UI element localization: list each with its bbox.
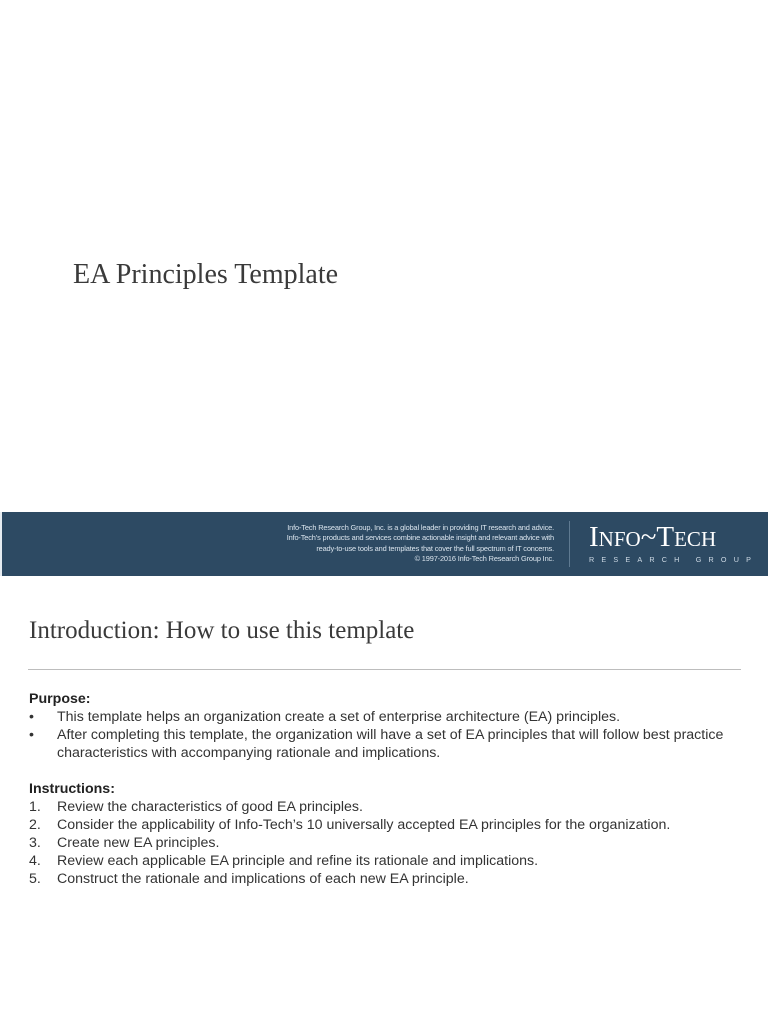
purpose-item-text: After completing this template, the organization will have a set of EA principles that will follow best practice characteristics with accompanying rationale and implications. [57, 727, 724, 761]
instruction-text: Review the characteristics of good EA principles. [57, 799, 363, 815]
logo-info: INFO [589, 521, 641, 553]
logo-tilde: ~ [640, 521, 657, 553]
instruction-item [29, 798, 729, 816]
instruction-number: 1. [29, 799, 41, 815]
intro-title: Introduction: How to use this template [29, 617, 415, 644]
banner-line-3: ready-to-use tools and templates that cover the full spectrum of IT concerns. [316, 543, 554, 553]
info-tech-banner [0, 512, 768, 576]
logo-wordmark [589, 521, 758, 555]
purpose-item-text: This template helps an organization create a set of enterprise architecture (EA) principles. [57, 709, 621, 725]
title-divider [28, 669, 741, 670]
banner-line-2: Info-Tech’s products and services combine actionable insight and relevant advice with [286, 533, 554, 543]
banner-copyright: © 1997-2016 Info-Tech Research Group Inc. [414, 554, 554, 564]
logo-subtitle: RESEARCH GROUP [589, 555, 759, 564]
purpose-item [29, 726, 729, 762]
instruction-text: Construct the rationale and implications of each new EA principle. [57, 871, 469, 887]
purpose-list [29, 708, 729, 762]
bullet-icon: • [29, 709, 34, 725]
instruction-item [29, 852, 729, 870]
instruction-number: 5. [29, 871, 41, 887]
instruction-item [29, 870, 729, 888]
instruction-item [29, 816, 729, 834]
banner-accent-line [0, 512, 2, 576]
purpose-item [29, 708, 729, 726]
instruction-number: 4. [29, 853, 41, 869]
bullet-icon: • [29, 727, 34, 743]
banner-divider [569, 521, 570, 567]
banner-description [287, 523, 554, 565]
purpose-heading: Purpose: [29, 691, 91, 707]
logo-tech: TECH [656, 521, 717, 553]
instruction-text: Create new EA principles. [57, 835, 220, 851]
instruction-text: Consider the applicability of Info-Tech’s 10 universally accepted EA principles for the organization. [57, 817, 671, 833]
instruction-number: 2. [29, 817, 41, 833]
cover-title: EA Principles Template [73, 259, 339, 290]
instruction-text: Review each applicable EA principle and refine its rationale and implications. [57, 853, 539, 869]
instruction-number: 3. [29, 835, 41, 851]
instructions-heading: Instructions: [29, 781, 115, 797]
intro-content [29, 690, 729, 888]
banner-line-1: Info-Tech Research Group, Inc. is a global leader in providing IT research and advice. [287, 523, 554, 532]
instruction-item [29, 834, 729, 852]
instructions-list [29, 798, 729, 888]
info-tech-logo [589, 521, 758, 564]
